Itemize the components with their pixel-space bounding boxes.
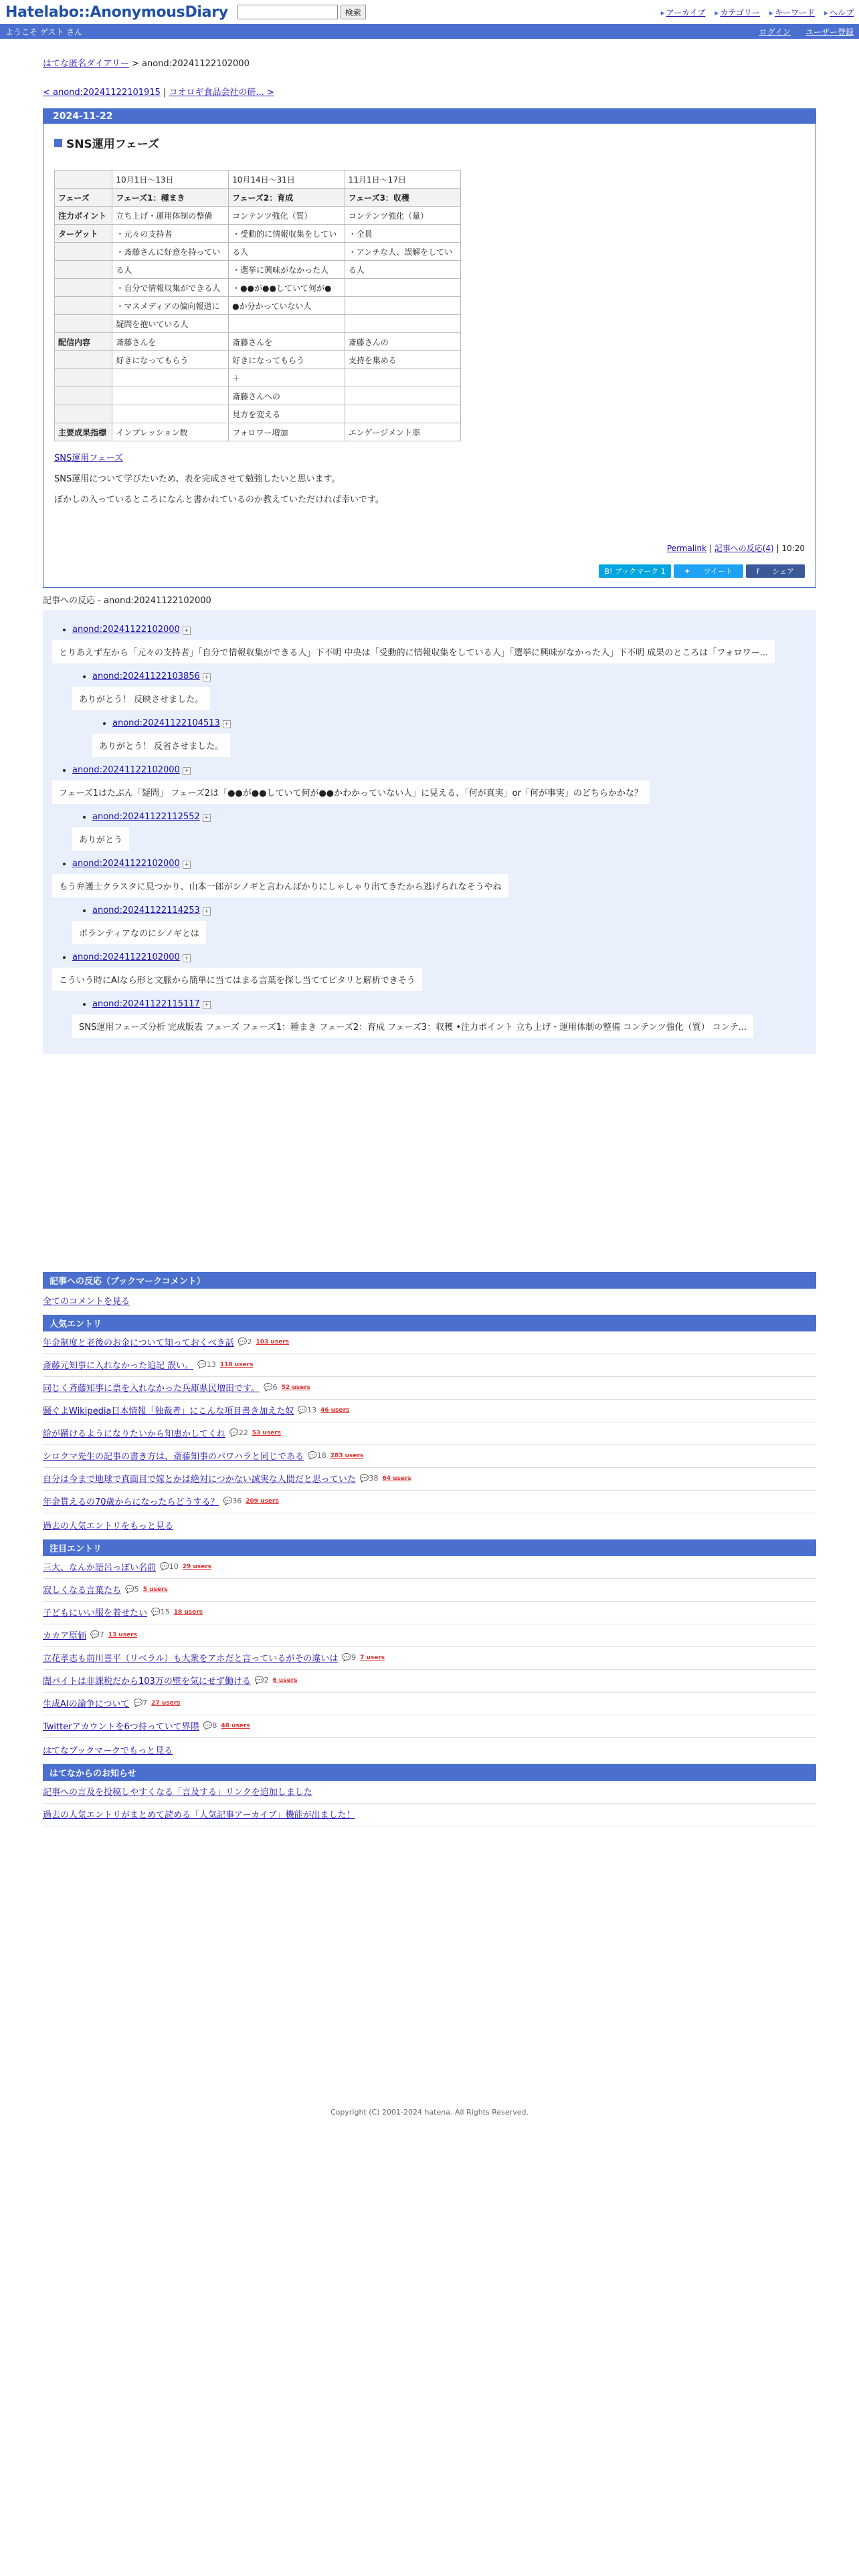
comment-count: 💬36 (223, 1497, 242, 1505)
table-cell: フェーズ2：育成 (229, 189, 345, 207)
reactions-box (43, 610, 816, 1054)
hatebu-button[interactable]: B! ブックマーク 1 (599, 564, 670, 578)
share-buttons (54, 564, 805, 578)
all-comments-link[interactable]: 全てのコメントを見る (43, 1297, 130, 1307)
reaction-text: ありがとう (72, 827, 129, 851)
reaction-item (59, 765, 807, 851)
table-cell: る人 (112, 261, 229, 279)
comment-icon: 💬 (125, 1585, 134, 1594)
users-badge[interactable]: 29 users (182, 1563, 212, 1570)
toggle-icon[interactable]: + (223, 720, 231, 728)
users-badge[interactable]: 64 users (382, 1475, 411, 1482)
table-cell: ・元々の支持者 (112, 225, 229, 243)
table-row (55, 315, 461, 333)
toggle-icon[interactable]: + (183, 627, 191, 635)
comment-icon: 💬 (133, 1699, 143, 1707)
comment-icon: 💬 (254, 1676, 264, 1685)
notable-list (43, 1556, 816, 1738)
table-cell (345, 369, 460, 387)
table-row (55, 225, 461, 243)
reaction-link[interactable]: anond:20241122102000 (72, 625, 180, 635)
users-badge[interactable]: 209 users (246, 1497, 279, 1505)
help-link[interactable]: ▸ ヘルプ (824, 7, 854, 18)
comment-count: 💬10 (160, 1562, 179, 1571)
entry-link[interactable]: 騒ぐよWikipedia日本情報「独裁者」にこんな項目書き加えた奴 (43, 1406, 294, 1416)
users-badge[interactable]: 18 users (173, 1608, 203, 1616)
reaction-item (99, 718, 807, 757)
bookmark-comments-title: 記事への反応（ブックマークコメント） (43, 1272, 816, 1289)
main-content (43, 32, 816, 1826)
breadcrumb: はてな匿名ダイアリー > anond:20241122102000 (43, 59, 250, 69)
table-row (55, 189, 461, 207)
table-cell: ・マスメディアの偏向報道に (112, 297, 229, 315)
entry-item (43, 1400, 816, 1422)
table-cell: 好きになってもらう (112, 351, 229, 369)
body-paragraph: SNS運用について学びたいため、表を完成させて勉強したいと思います。 (54, 474, 341, 484)
entry-item (43, 1602, 816, 1624)
toggle-icon[interactable]: + (203, 1001, 211, 1009)
users-badge[interactable]: 283 users (330, 1452, 364, 1459)
table-row (55, 369, 461, 387)
toggle-icon[interactable]: + (183, 767, 191, 775)
toggle-icon[interactable]: + (183, 954, 191, 962)
table-cell (55, 315, 112, 333)
table-cell: 斎藤さんを (112, 333, 229, 351)
comment-count: 💬15 (151, 1608, 170, 1616)
entry-item (43, 1715, 816, 1738)
table-cell (55, 171, 112, 189)
table-cell: ターゲット (55, 225, 112, 243)
reaction-text: とりあえず左から「元々の支持者」「自分で情報収集ができる人」下不明 中央は「受動的に情報収集をしている人」「選挙に興味がなかった人」下不明 成果のところは「フォロワー... (52, 640, 775, 663)
table-cell (55, 387, 112, 405)
toggle-icon[interactable]: + (203, 814, 211, 822)
table-cell: フェーズ3：収穫 (345, 189, 460, 207)
table-row (55, 297, 461, 315)
users-badge[interactable]: 27 users (151, 1699, 181, 1707)
reactions-link[interactable]: 記事への反応(4) (714, 544, 774, 553)
comment-icon: 💬 (359, 1474, 369, 1483)
copyright: Copyright (C) 2001-2024 hatena. All Rights Reserved. (330, 2108, 529, 2117)
table-cell: 支持を集める (345, 351, 460, 369)
entry-link[interactable]: 三大、なんか語呂っぽい名前 (43, 1563, 157, 1573)
table-cell (55, 297, 112, 315)
breadcrumb-current: anond:20241122102000 (142, 59, 250, 69)
table-row (55, 405, 461, 423)
table-row (55, 423, 461, 441)
comment-count: 💬38 (359, 1474, 379, 1483)
entry-item (43, 1445, 816, 1468)
comment-count: 💬6 (263, 1383, 278, 1392)
table-cell: 配信内容 (55, 333, 112, 351)
day-box (43, 108, 816, 588)
table-cell (55, 243, 112, 261)
table-cell (55, 405, 112, 423)
entry-link[interactable]: 寂しくなる言葉たち (43, 1586, 122, 1596)
table-cell: 11月1日〜17日 (345, 171, 460, 189)
table-cell: エンゲージメント率 (345, 423, 460, 441)
table-cell: 10月14日〜31日 (229, 171, 345, 189)
day-date: 2024-11-22 (43, 109, 816, 124)
reaction-text: SNS運用フェーズ分析 完成版表 フェーズ フェーズ1：種まき フェーズ2：育成 フェーズ3：収穫 •注力ポイント 立ち上げ・運用体制の整備 コンテンツ強化（質） コンテ... (72, 1014, 753, 1038)
table-row (55, 207, 461, 225)
top-links (661, 7, 854, 18)
entry-footer: Permalink | 記事への反応(4) | 10:20 (666, 544, 805, 553)
table-cell: 主要成果指標 (55, 423, 112, 441)
table-cell: 10月1日〜13日 (112, 171, 229, 189)
reply-list (72, 905, 807, 944)
facebook-share-button[interactable]: f シェア (746, 564, 805, 578)
table-cell (345, 315, 460, 333)
table-cell: インプレッション数 (112, 423, 229, 441)
table-row (55, 279, 461, 297)
entry-item (43, 1422, 816, 1445)
prev-entry-link[interactable]: < anond:20241122101915 (43, 88, 161, 98)
entry-item (43, 1670, 816, 1693)
reaction-link[interactable]: anond:20241122114253 (92, 905, 200, 916)
comment-icon: 💬 (151, 1608, 161, 1616)
table-cell: 斎藤さんの (345, 333, 460, 351)
reply-list (72, 812, 807, 851)
table-cell: ＋ (229, 369, 345, 387)
comment-count: 💬5 (125, 1585, 139, 1594)
entry-item (43, 1647, 816, 1670)
users-badge[interactable]: 48 users (221, 1722, 250, 1729)
news-item[interactable]: 過去の人気エントリがまとめて読める「人気記事アーカイブ」機能が出ました！ (43, 1810, 355, 1820)
comment-icon: 💬 (298, 1406, 308, 1414)
table-row (55, 333, 461, 351)
reaction-link[interactable]: anond:20241122102000 (72, 859, 180, 869)
archive-link[interactable]: ▸ アーカイブ (661, 7, 706, 18)
reaction-link[interactable]: anond:20241122115117 (92, 999, 200, 1009)
table-cell (55, 279, 112, 297)
facebook-icon: f (756, 567, 762, 576)
entry-link[interactable]: 立花孝志も前川喜平（リベラル）も大衆をアホだと言っているがその違いは (43, 1654, 339, 1664)
comment-icon: 💬 (197, 1360, 207, 1369)
table-cell: フェーズ1：種まき (112, 189, 229, 207)
table-cell: ・自分で情報収集ができる人 (112, 279, 229, 297)
comment-count: 💬7 (133, 1699, 148, 1707)
entry-link[interactable]: 自分は今まで地球で真面目で嫁とかは絶対につかない誠実な人間だと思っていた (43, 1475, 356, 1485)
users-badge[interactable]: 6 users (272, 1677, 298, 1684)
tweet-button[interactable]: ✦ ツイート (674, 564, 743, 578)
reaction-link[interactable]: anond:20241122112552 (92, 812, 200, 822)
table-row (55, 171, 461, 189)
comment-count: 💬13 (298, 1406, 317, 1414)
reply-list (92, 718, 807, 757)
table-cell: 斎藤さんへの (229, 387, 345, 405)
entry-item (43, 1354, 816, 1377)
comment-count: 💬2 (237, 1337, 252, 1346)
reaction-text: ボランティアなのにシノギとは (72, 921, 206, 944)
entry-item (43, 1579, 816, 1602)
table-row (55, 243, 461, 261)
users-badge[interactable]: 46 users (320, 1406, 350, 1414)
reply-list (72, 671, 807, 757)
popular-list (43, 1331, 816, 1513)
comment-count: 💬22 (229, 1428, 248, 1437)
entry-item (43, 1556, 816, 1579)
table-cell (55, 351, 112, 369)
table-cell (345, 405, 460, 423)
reaction-text: もう弁護士クラスタに見つかり、山本一郎がシノギと言わんばかりにしゃしゃり出てきたから逃げられなそうやね (52, 874, 508, 897)
reaction-item (79, 905, 807, 944)
table-cell (229, 315, 345, 333)
table-cell: ・全員 (345, 225, 460, 243)
table-cell: ・●●が●●していて何が● (229, 279, 345, 297)
table-cell: ・受動的に情報収集をしてい (229, 225, 345, 243)
body-link[interactable]: SNS運用フェーズ (54, 453, 123, 463)
next-entry-link[interactable]: コオロギ食品会社の研... > (169, 88, 274, 98)
toggle-icon[interactable]: + (203, 907, 211, 916)
table-cell (112, 369, 229, 387)
table-row (55, 387, 461, 405)
popular-more-link[interactable]: 過去の人気エントリをもっと見る (43, 1521, 174, 1531)
table-cell (112, 405, 229, 423)
twitter-icon: ✦ (684, 567, 693, 576)
comment-icon: 💬 (263, 1383, 273, 1392)
notable-more-link[interactable]: はてなブックマークでもっと見る (43, 1746, 173, 1756)
table-cell: コンテンツ強化（質） (229, 207, 345, 225)
table-cell: 注力ポイント (55, 207, 112, 225)
comment-icon: 💬 (229, 1428, 239, 1437)
reaction-link[interactable]: anond:20241122102000 (72, 765, 180, 775)
table-cell: 立ち上げ・運用体制の整備 (112, 207, 229, 225)
entry-item (43, 1693, 816, 1715)
reaction-link[interactable]: anond:20241122104513 (112, 718, 220, 728)
reaction-text: ありがとう！ 反映させました。 (72, 687, 210, 710)
comment-count: 💬2 (254, 1676, 269, 1685)
comment-count: 💬9 (342, 1653, 357, 1662)
entry-link[interactable]: 闇バイトは非課税だから103万の壁を気にせず働ける (43, 1677, 251, 1687)
entry-link[interactable]: 斎藤元知事に入れなかった追記 誤い。 (43, 1361, 194, 1371)
entry-title: SNS運用フェーズ (54, 134, 805, 151)
notable-title: 注目エントリ (43, 1539, 816, 1556)
table-cell: る人 (229, 243, 345, 261)
entry-link[interactable]: 年金貰えるの70歳からになったらどうする？ (43, 1497, 219, 1507)
reaction-item (79, 812, 807, 851)
entry-link[interactable]: 同じく斉藤知事に票を入れなかった兵庫県民増田です。 (43, 1384, 260, 1394)
permalink[interactable]: Permalink (666, 544, 707, 553)
reaction-link[interactable]: anond:20241122102000 (72, 952, 180, 962)
category-link[interactable]: ▸ カテゴリー (714, 7, 760, 18)
reaction-link[interactable]: anond:20241122103856 (92, 671, 200, 681)
entry-link[interactable]: シロクマ先生の記事の書き方は、斎藤知事のパワハラと同じである (43, 1452, 304, 1462)
table-cell: 疑問を抱いている人 (112, 315, 229, 333)
reaction-text: こういう時にAIなら形と文脈から簡単に当てはまる言葉を探し当ててピタリと解析できそう (52, 968, 422, 991)
table-row (55, 261, 461, 279)
comment-icon: 💬 (160, 1562, 169, 1571)
news-title: はてなからのお知らせ (43, 1764, 816, 1781)
entry-link[interactable]: Twitterアカウントを6つ持っていて界隈 (43, 1722, 199, 1732)
table-cell: ・選挙に興味がなかった人 (229, 261, 345, 279)
reaction-item (79, 671, 807, 757)
news-item[interactable]: 記事への言及を投稿しやすくなる「言及する」リンクを追加しました (43, 1788, 312, 1798)
table-cell (55, 261, 112, 279)
reactions-list (52, 625, 807, 1038)
comment-count: 💬7 (90, 1630, 104, 1639)
comment-count: 💬13 (197, 1360, 216, 1369)
table-cell: 見方を変える (229, 405, 345, 423)
comment-icon: 💬 (237, 1337, 248, 1346)
users-badge[interactable]: 7 users (360, 1654, 385, 1661)
entry-link[interactable]: 給が踊けるようになりたいから知恵かしてくれ (43, 1429, 226, 1439)
users-badge[interactable]: 118 users (219, 1361, 254, 1368)
toggle-icon[interactable]: + (183, 861, 191, 869)
comment-icon: 💬 (203, 1721, 213, 1730)
table-cell: ・斎藤さんに好意を持ってい (112, 243, 229, 261)
users-badge[interactable]: 53 users (252, 1429, 282, 1436)
reaction-text: フェーズ1はたぶん「疑問」 フェーズ2は「●●が●●していて何が●●かわかっていない人」に見える、「何が真実」or「何が事実」のどちらかかな？ (52, 780, 650, 804)
users-badge[interactable]: 52 users (281, 1384, 310, 1391)
popular-title: 人気エントリ (43, 1315, 816, 1331)
comment-icon: 💬 (308, 1451, 317, 1460)
comment-icon: 💬 (223, 1497, 233, 1505)
entry-nav: < anond:20241122101915 | コオロギ食品会社の研... > (43, 88, 274, 98)
keyword-link[interactable]: ▸ キーワード (769, 7, 815, 18)
site-logo[interactable]: Hatelabo::AnonymousDiary (5, 3, 228, 21)
table-cell (55, 369, 112, 387)
top-bar (0, 0, 859, 24)
entry-link[interactable]: 生成AIの論争について (43, 1699, 130, 1709)
table-cell: 斎藤さんを (229, 333, 345, 351)
table-cell: ●か分かっていない人 (229, 297, 345, 315)
register-link[interactable]: ユーザー登録 (805, 27, 854, 37)
table-cell: る人 (345, 261, 460, 279)
table-cell: フェーズ (55, 189, 112, 207)
table-cell (345, 387, 460, 405)
breadcrumb-home[interactable]: はてな匿名ダイアリー (43, 59, 129, 69)
users-badge[interactable]: 5 users (142, 1586, 168, 1593)
table-row (55, 351, 461, 369)
reply-list (72, 999, 807, 1038)
table-cell (112, 387, 229, 405)
comment-icon: 💬 (342, 1653, 352, 1662)
body-paragraph: ぼかしの入っているところになんと書かれているのか教えていただければ幸いです。 (54, 495, 384, 505)
entry-link[interactable]: 子どもにいい服を着せたい (43, 1608, 148, 1618)
entry-item (43, 1624, 816, 1647)
comment-count: 💬8 (203, 1721, 217, 1730)
entry-time: 10:20 (781, 544, 805, 553)
entry-link[interactable]: 年金制度と老後のお金について知っておくべき話 (43, 1338, 234, 1348)
users-badge[interactable]: 103 users (256, 1338, 290, 1346)
entry-link[interactable]: カカア原価 (43, 1631, 87, 1641)
table-cell: コンテンツ強化（量） (345, 207, 460, 225)
reaction-item (79, 999, 807, 1038)
users-badge[interactable]: 13 users (108, 1631, 138, 1638)
reaction-item (59, 859, 807, 944)
entry-item (43, 1491, 816, 1513)
reaction-item (59, 952, 807, 1038)
login-link[interactable]: ログイン (759, 27, 791, 37)
reaction-item (59, 625, 807, 757)
welcome-text: ようこそ ゲスト さん (5, 27, 83, 37)
table-cell: 好きになってもらう (229, 351, 345, 369)
entry-item (43, 1331, 816, 1354)
entry-item (43, 1377, 816, 1400)
comment-count: 💬18 (308, 1451, 326, 1460)
entry-item (43, 1468, 816, 1491)
table-cell: フォロワー増加 (229, 423, 345, 441)
phase-table (54, 170, 461, 441)
table-cell (345, 297, 460, 315)
toggle-icon[interactable]: + (203, 673, 211, 681)
table-cell (345, 279, 460, 297)
reactions-heading: 記事への反応 - anond:20241122102000 (43, 596, 211, 606)
reaction-text: ありがとう！ 反省させました。 (92, 734, 230, 757)
comment-icon: 💬 (90, 1630, 100, 1639)
search-button[interactable]: 検索 (341, 5, 366, 19)
table-cell: ・アンチな人、誤解をしてい (345, 243, 460, 261)
search-input[interactable] (237, 5, 338, 19)
